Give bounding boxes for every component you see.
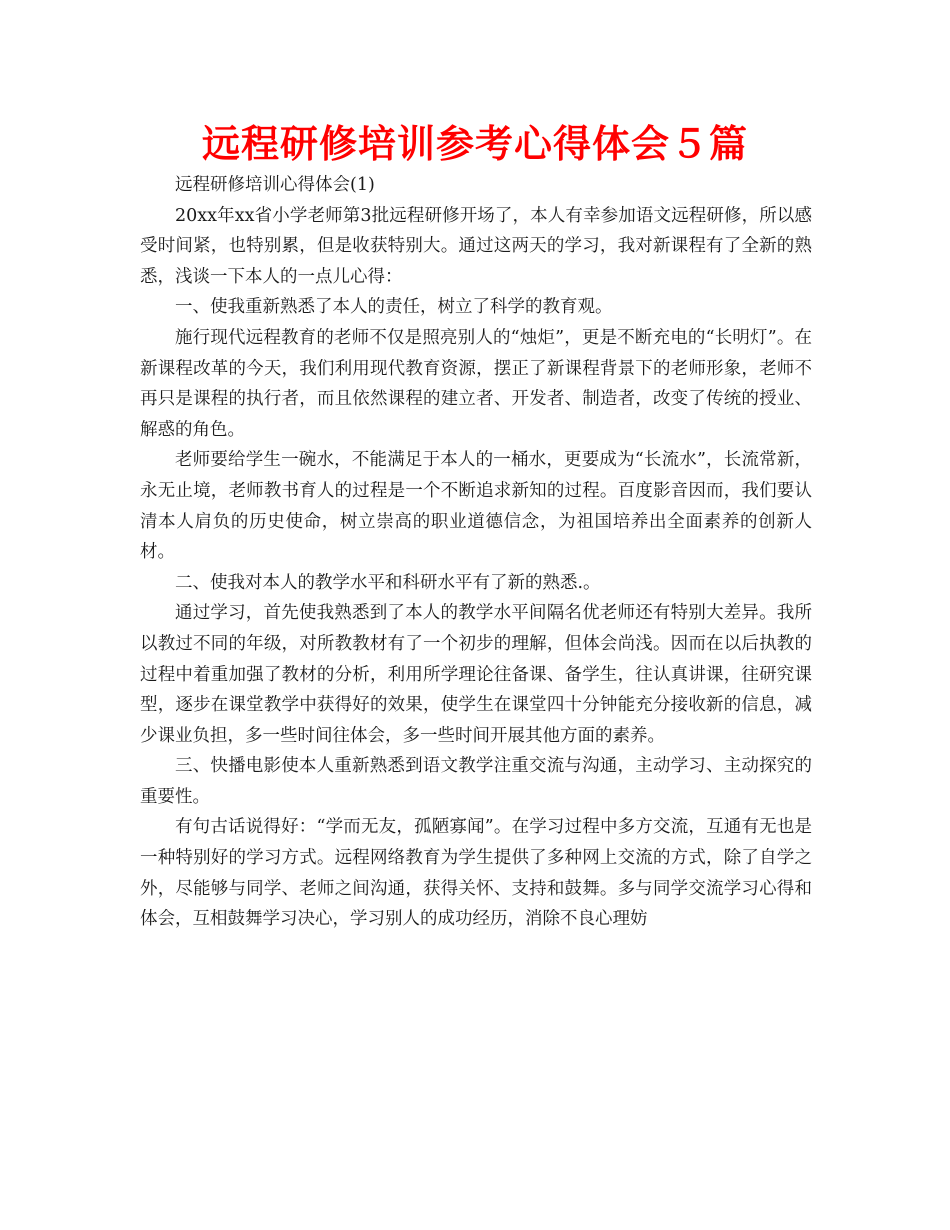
- document-title: 远程研修培训参考心得体会５篇: [201, 122, 748, 166]
- paragraph-heading: 三、快播电影使本人重新熟悉到语文教学注重交流与沟通，主动学习、主动探究的重要性。: [140, 756, 812, 807]
- paragraph-heading: 一、使我重新熟悉了本人的责任，树立了科学的教育观。: [175, 297, 613, 318]
- paragraph: 施行现代远程教育的老师不仅是照亮别人的“烛炬”，更是不断充电的“长明灯”。在新课程改革的今天，我们利用现代教育资源，摆正了新课程背景下的老师形象，老师不再只是课程的执行者，而且依然课程的建立者、开发者、制造者，改变了传统的授业、解惑的角色。: [140, 327, 812, 440]
- paragraph-subtitle: 远程研修培训心得体会(1): [175, 175, 375, 195]
- paragraph-heading: 二、使我对本人的教学水平和科研水平有了新的熟悉.。: [175, 572, 601, 593]
- document-body: [140, 170, 812, 935]
- paragraph: 有句古话说得好：“学而无友，孤陋寡闻”。在学习过程中多方交流，互通有无也是一种特别好的学习方式。远程网络教育为学生提供了多种网上交流的方式，除了自学之外，尽能够与同学、老师之间沟通，获得关怀、支持和鼓舞。多与同学交流学习心得和体会，互相鼓舞学习决心，学习别人的成功经历，消除不良心理妨: [140, 817, 812, 930]
- paragraph: 老师要给学生一碗水，不能满足于本人的一桶水，更要成为“长流水”，长流常新，永无止境，老师教书育人的过程是一个不断追求新知的过程。百度影音因而，我们要认清本人肩负的历史使命，树立崇高的职业道德信念，为祖国培养出全面素养的创新人材。: [140, 450, 812, 563]
- paragraph: 20xx年xx省小学老师第3批远程研修开场了，本人有幸参加语文远程研修，所以感受时间紧，也特别累，但是收获特别大。通过这两天的学习，我对新课程有了全新的熟悉，浅谈一下本人的一点儿心得：: [140, 205, 812, 287]
- paragraph: 通过学习，首先使我熟悉到了本人的教学水平间隔名优老师还有特别大差异。我所以教过不同的年级，对所教教材有了一个初步的理解，但体会尚浅。因而在以后执教的过程中着重加强了教材的分析，利用所学理论往备课、备学生，往认真讲课，往研究课型，逐步在课堂教学中获得好的效果，使学生在课堂四十分钟能充分接收新的信息，减少课业负担，多一些时间往体会，多一些时间开展其他方面的素养。: [140, 603, 812, 746]
